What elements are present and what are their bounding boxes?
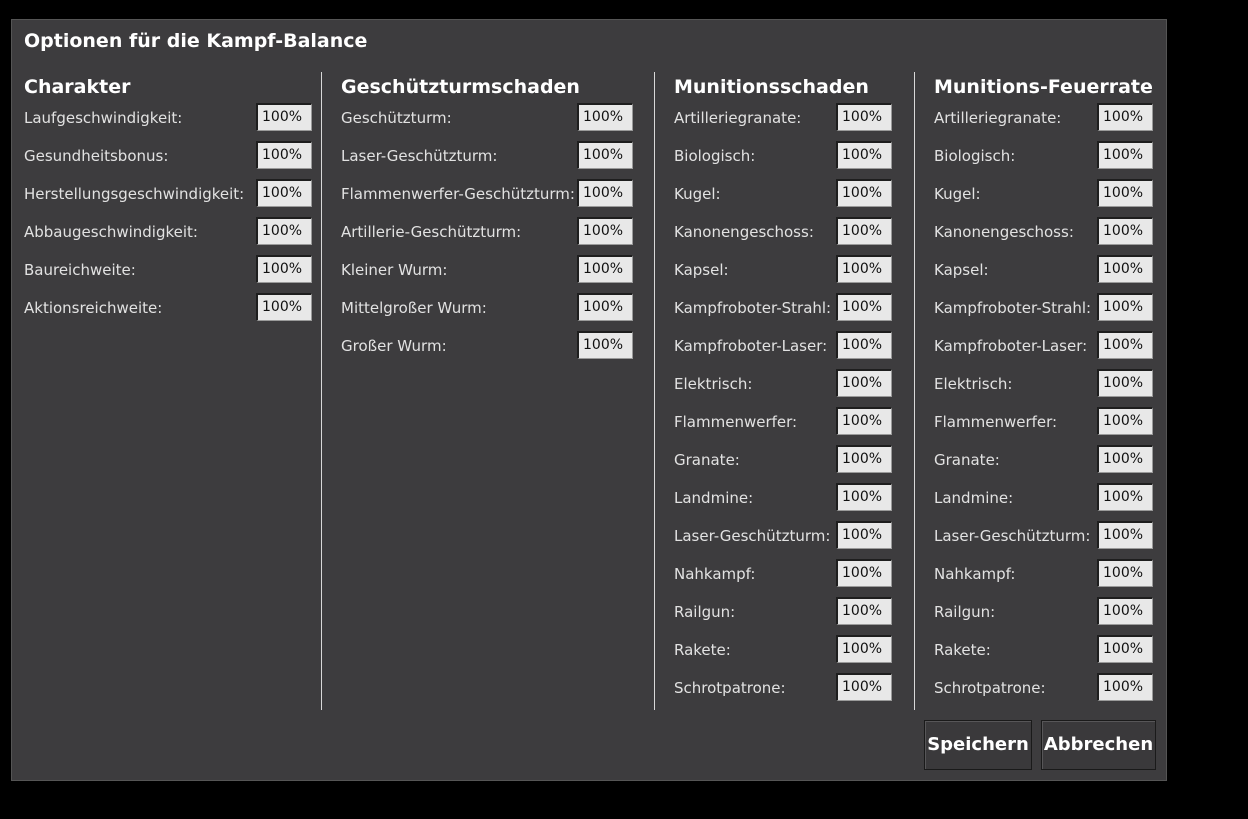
setting-label: Landmine: xyxy=(934,489,1014,507)
percent-input[interactable]: 100% xyxy=(836,217,892,245)
percent-input[interactable]: 100% xyxy=(577,331,633,359)
setting-row xyxy=(674,103,904,141)
column-ammo-fire-rate xyxy=(934,75,1164,711)
setting-label: Elektrisch: xyxy=(934,375,1013,393)
setting-label: Nahkampf: xyxy=(674,565,756,583)
setting-row xyxy=(341,141,641,179)
setting-label: Railgun: xyxy=(934,603,996,621)
column-divider xyxy=(654,72,655,710)
setting-row xyxy=(341,103,641,141)
setting-label: Abbaugeschwindigkeit: xyxy=(24,223,198,241)
setting-label: Kleiner Wurm: xyxy=(341,261,448,279)
percent-input[interactable]: 100% xyxy=(836,407,892,435)
setting-row xyxy=(674,369,904,407)
percent-input[interactable]: 100% xyxy=(256,255,312,283)
column-heading: Charakter xyxy=(24,76,131,98)
percent-input[interactable]: 100% xyxy=(1097,445,1153,473)
setting-row xyxy=(674,141,904,179)
percent-input[interactable]: 100% xyxy=(836,483,892,511)
setting-label: Nahkampf: xyxy=(934,565,1016,583)
column-divider xyxy=(914,72,915,710)
percent-input[interactable]: 100% xyxy=(256,293,312,321)
percent-input[interactable]: 100% xyxy=(836,673,892,701)
setting-row xyxy=(674,255,904,293)
percent-input[interactable]: 100% xyxy=(256,179,312,207)
setting-row xyxy=(341,293,641,331)
setting-row xyxy=(341,217,641,255)
percent-input[interactable]: 100% xyxy=(1097,369,1153,397)
percent-input[interactable]: 100% xyxy=(836,103,892,131)
column-turret-damage xyxy=(341,75,641,369)
setting-row xyxy=(934,635,1164,673)
setting-label: Kanonengeschoss: xyxy=(934,223,1074,241)
setting-row xyxy=(24,217,304,255)
cancel-button[interactable]: Abbrechen xyxy=(1041,720,1156,770)
setting-label: Kapsel: xyxy=(934,261,989,279)
percent-input[interactable]: 100% xyxy=(1097,141,1153,169)
percent-input[interactable]: 100% xyxy=(577,293,633,321)
setting-row xyxy=(934,141,1164,179)
setting-row xyxy=(674,293,904,331)
setting-label: Großer Wurm: xyxy=(341,337,447,355)
percent-input[interactable]: 100% xyxy=(836,369,892,397)
percent-input[interactable]: 100% xyxy=(1097,217,1153,245)
setting-label: Rakete: xyxy=(934,641,991,659)
setting-row xyxy=(934,293,1164,331)
setting-row xyxy=(674,521,904,559)
dialog-title: Optionen für die Kampf-Balance xyxy=(24,30,368,52)
setting-row xyxy=(934,369,1164,407)
column-heading: Munitions-Feuerrate xyxy=(934,76,1153,98)
setting-row xyxy=(674,179,904,217)
setting-label: Laser-Geschützturm: xyxy=(341,147,498,165)
setting-row xyxy=(24,293,304,331)
setting-label: Biologisch: xyxy=(674,147,756,165)
setting-row xyxy=(341,331,641,369)
setting-row xyxy=(674,673,904,711)
percent-input[interactable]: 100% xyxy=(1097,483,1153,511)
setting-row xyxy=(934,673,1164,711)
setting-row xyxy=(934,407,1164,445)
percent-input[interactable]: 100% xyxy=(1097,293,1153,321)
setting-label: Kampfroboter-Laser: xyxy=(934,337,1088,355)
percent-input[interactable]: 100% xyxy=(577,255,633,283)
save-button[interactable]: Speichern xyxy=(924,720,1032,770)
setting-label: Herstellungsgeschwindigkeit: xyxy=(24,185,245,203)
setting-row xyxy=(24,141,304,179)
setting-label: Flammenwerfer-Geschützturm: xyxy=(341,185,575,203)
setting-label: Elektrisch: xyxy=(674,375,753,393)
setting-label: Artillerie-Geschützturm: xyxy=(341,223,522,241)
setting-row xyxy=(674,483,904,521)
percent-input[interactable]: 100% xyxy=(1097,255,1153,283)
percent-input[interactable]: 100% xyxy=(256,141,312,169)
setting-row xyxy=(934,521,1164,559)
setting-label: Geschützturm: xyxy=(341,109,452,127)
setting-label: Kugel: xyxy=(674,185,721,203)
percent-input[interactable]: 100% xyxy=(256,217,312,245)
setting-label: Laser-Geschützturm: xyxy=(934,527,1091,545)
percent-input[interactable]: 100% xyxy=(836,445,892,473)
setting-label: Schrotpatrone: xyxy=(934,679,1046,697)
setting-label: Railgun: xyxy=(674,603,736,621)
percent-input[interactable]: 100% xyxy=(1097,597,1153,625)
column-ammo-damage xyxy=(674,75,904,711)
setting-row xyxy=(24,255,304,293)
setting-row xyxy=(674,635,904,673)
percent-input[interactable]: 100% xyxy=(836,521,892,549)
percent-input[interactable]: 100% xyxy=(577,217,633,245)
setting-label: Rakete: xyxy=(674,641,731,659)
setting-row xyxy=(934,103,1164,141)
percent-input[interactable]: 100% xyxy=(1097,673,1153,701)
percent-input[interactable]: 100% xyxy=(836,331,892,359)
percent-input[interactable]: 100% xyxy=(1097,103,1153,131)
setting-label: Kapsel: xyxy=(674,261,729,279)
setting-row xyxy=(934,483,1164,521)
percent-input[interactable]: 100% xyxy=(1097,559,1153,587)
setting-row xyxy=(341,179,641,217)
setting-row xyxy=(934,217,1164,255)
percent-input[interactable]: 100% xyxy=(1097,521,1153,549)
percent-input[interactable]: 100% xyxy=(1097,331,1153,359)
column-heading: Munitionsschaden xyxy=(674,76,869,98)
percent-input[interactable]: 100% xyxy=(256,103,312,131)
setting-label: Kampfroboter-Strahl: xyxy=(674,299,832,317)
setting-label: Kanonengeschoss: xyxy=(674,223,814,241)
percent-input[interactable]: 100% xyxy=(836,559,892,587)
setting-label: Aktionsreichweite: xyxy=(24,299,163,317)
setting-label: Mittelgroßer Wurm: xyxy=(341,299,487,317)
percent-input[interactable]: 100% xyxy=(577,179,633,207)
combat-balance-dialog xyxy=(12,20,1166,780)
setting-label: Artilleriegranate: xyxy=(674,109,802,127)
setting-row xyxy=(934,445,1164,483)
column-character xyxy=(24,75,304,331)
setting-label: Laufgeschwindigkeit: xyxy=(24,109,183,127)
setting-label: Gesundheitsbonus: xyxy=(24,147,169,165)
percent-input[interactable]: 100% xyxy=(836,293,892,321)
setting-row xyxy=(934,559,1164,597)
setting-label: Granate: xyxy=(674,451,740,469)
setting-label: Granate: xyxy=(934,451,1000,469)
setting-label: Baureichweite: xyxy=(24,261,136,279)
setting-row xyxy=(674,445,904,483)
setting-row xyxy=(674,597,904,635)
setting-label: Flammenwerfer: xyxy=(934,413,1058,431)
percent-input[interactable]: 100% xyxy=(1097,407,1153,435)
setting-label: Biologisch: xyxy=(934,147,1016,165)
column-divider xyxy=(321,72,322,710)
percent-input[interactable]: 100% xyxy=(1097,179,1153,207)
setting-row xyxy=(934,179,1164,217)
setting-row xyxy=(24,179,304,217)
setting-row xyxy=(24,103,304,141)
percent-input[interactable]: 100% xyxy=(836,141,892,169)
setting-label: Flammenwerfer: xyxy=(674,413,798,431)
setting-row xyxy=(674,559,904,597)
column-heading: Geschützturmschaden xyxy=(341,76,580,98)
setting-row xyxy=(341,255,641,293)
setting-row xyxy=(934,597,1164,635)
setting-label: Kampfroboter-Laser: xyxy=(674,337,828,355)
setting-label: Landmine: xyxy=(674,489,754,507)
setting-row xyxy=(934,255,1164,293)
setting-label: Schrotpatrone: xyxy=(674,679,786,697)
setting-label: Laser-Geschützturm: xyxy=(674,527,831,545)
setting-label: Artilleriegranate: xyxy=(934,109,1062,127)
percent-input[interactable]: 100% xyxy=(577,141,633,169)
percent-input[interactable]: 100% xyxy=(836,255,892,283)
setting-row xyxy=(934,331,1164,369)
setting-label: Kugel: xyxy=(934,185,981,203)
setting-row xyxy=(674,331,904,369)
percent-input[interactable]: 100% xyxy=(836,179,892,207)
setting-row xyxy=(674,407,904,445)
percent-input[interactable]: 100% xyxy=(836,635,892,663)
percent-input[interactable]: 100% xyxy=(836,597,892,625)
setting-row xyxy=(674,217,904,255)
percent-input[interactable]: 100% xyxy=(577,103,633,131)
percent-input[interactable]: 100% xyxy=(1097,635,1153,663)
setting-label: Kampfroboter-Strahl: xyxy=(934,299,1092,317)
